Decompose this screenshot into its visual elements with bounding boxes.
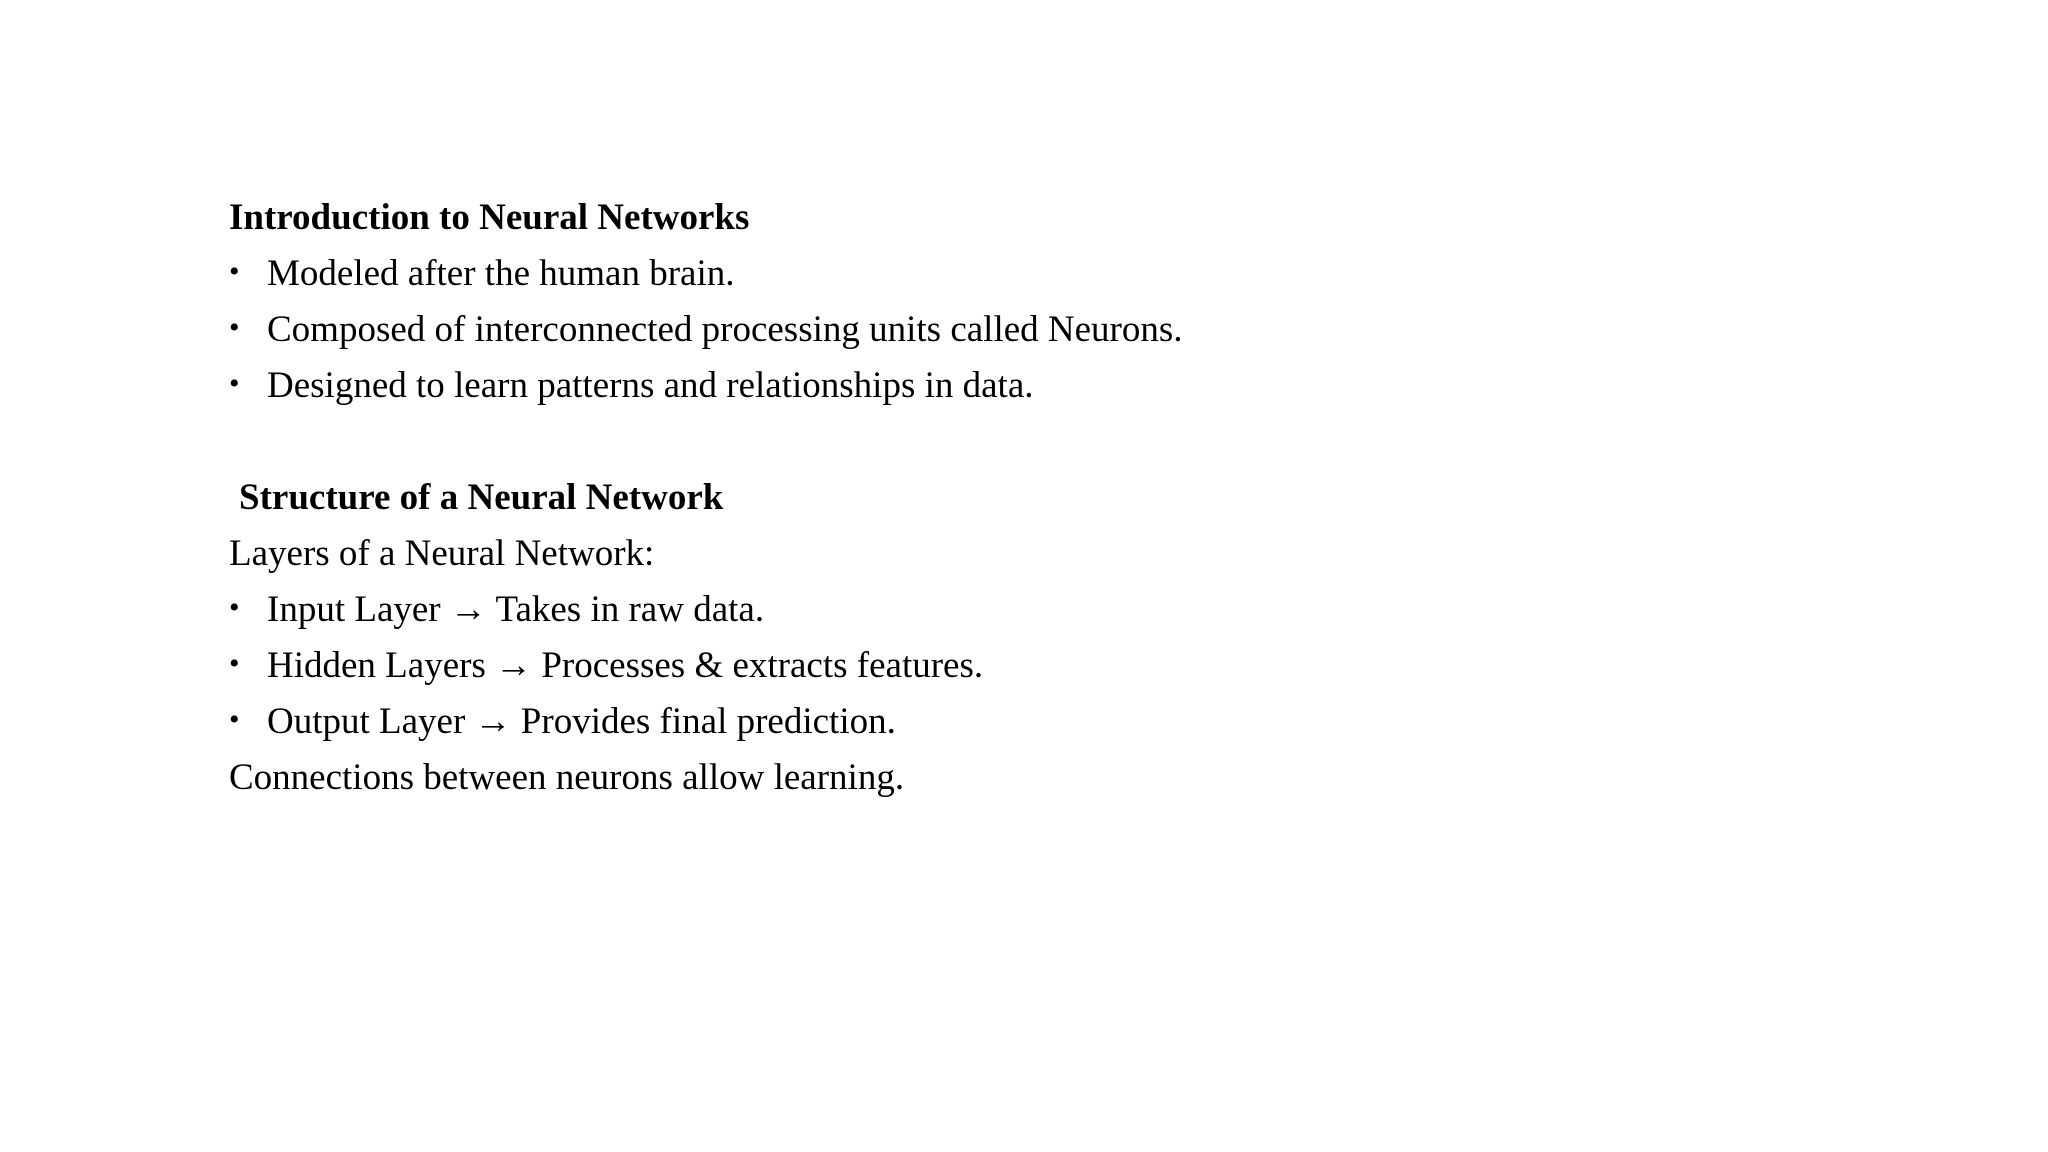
section-closing-text: Connections between neurons allow learning. <box>229 757 905 798</box>
bullet-text: Modeled after the human brain. <box>267 253 735 294</box>
bullet-item <box>229 358 1929 414</box>
bullet-text: Input Layer → Takes in raw data. <box>267 589 765 630</box>
section-spacer <box>229 414 1929 470</box>
bullet-item <box>229 638 1929 694</box>
bullet-item <box>229 302 1929 358</box>
section-intro-text: Layers of a Neural Network: <box>229 533 655 574</box>
bullet-item <box>229 582 1929 638</box>
bullet-icon: • <box>229 703 240 736</box>
bullet-text: Output Layer → Provides final prediction. <box>267 701 896 742</box>
bullet-icon: • <box>229 255 240 288</box>
bullet-text: Hidden Layers → Processes & extracts features. <box>267 645 984 686</box>
section-heading-structure: Structure of a Neural Network <box>239 477 724 518</box>
bullet-text: Composed of interconnected processing units called Neurons. <box>267 309 1183 350</box>
bullet-item <box>229 694 1929 750</box>
bullet-icon: • <box>229 311 240 344</box>
bullet-icon: • <box>229 591 240 624</box>
section-heading-introduction: Introduction to Neural Networks <box>229 197 750 238</box>
bullet-text: Designed to learn patterns and relationships in data. <box>267 365 1034 406</box>
slide-content <box>229 190 1929 806</box>
bullet-icon: • <box>229 647 240 680</box>
bullet-icon: • <box>229 367 240 400</box>
bullet-item <box>229 246 1929 302</box>
